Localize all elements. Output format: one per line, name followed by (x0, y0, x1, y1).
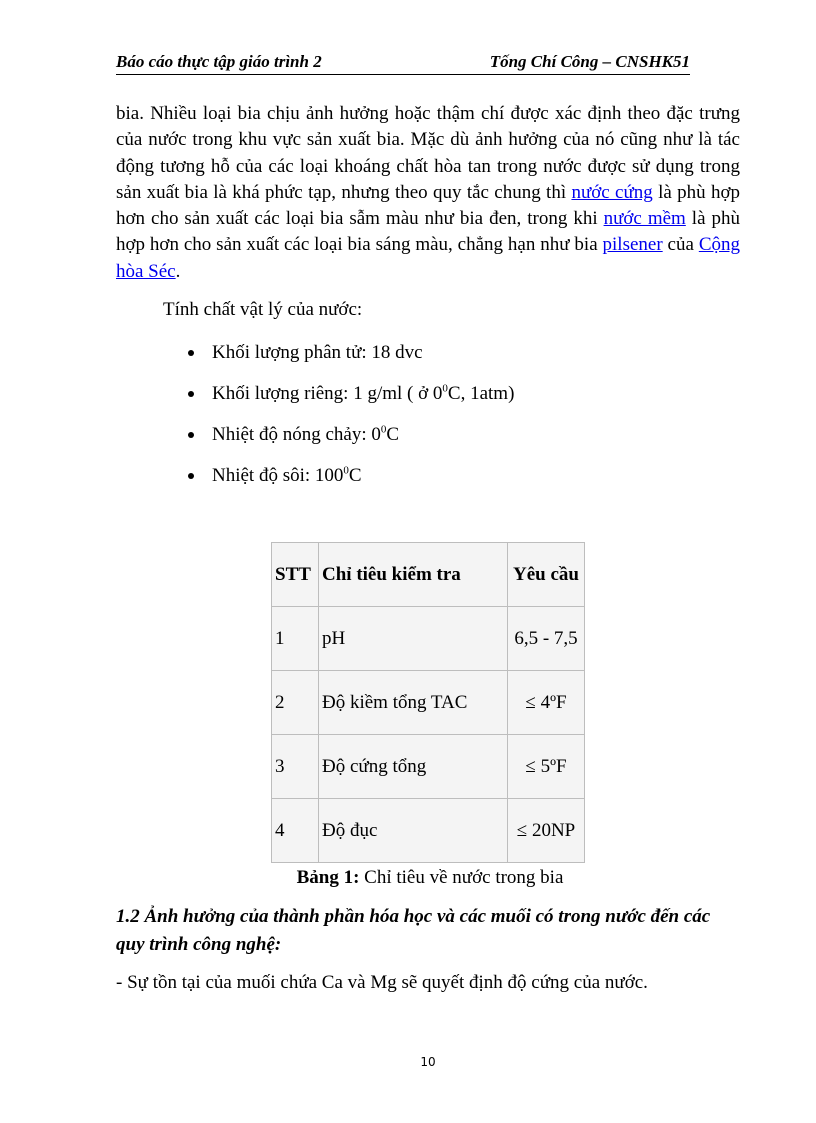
cell-criteria: Độ cứng tổng (319, 735, 508, 799)
header-report-title: Báo cáo thực tập giáo trình 2 (116, 52, 322, 71)
superscript: 0 (442, 382, 448, 395)
table-row (272, 671, 585, 735)
paragraph-text: . (175, 260, 181, 282)
cell-stt: 1 (272, 607, 319, 671)
cell-requirement: ≤ 20NP (508, 799, 585, 863)
page-number: 10 (420, 1055, 436, 1069)
link-cong-hoa-sec[interactable]: Cộng hòa Séc (116, 234, 740, 282)
property-text: Nhiệt độ sôi: 100 (212, 465, 344, 486)
cell-requirement: ≤ 5ºF (508, 735, 585, 799)
caption-label: Bảng 1: (296, 867, 360, 888)
cell-criteria: pH (319, 607, 508, 671)
list-item (188, 381, 514, 422)
body-paragraph (116, 101, 740, 285)
link-pilsener[interactable]: pilsener (602, 234, 663, 256)
property-text: C (386, 424, 400, 445)
bullet-icon (188, 432, 194, 438)
water-spec-table (271, 542, 585, 863)
bullet-icon (188, 350, 194, 356)
list-item (188, 463, 514, 504)
list-item (188, 340, 514, 381)
bullet-icon (188, 391, 194, 397)
header-criteria: Chỉ tiêu kiểm tra (319, 543, 508, 607)
cell-requirement: 6,5 - 7,5 (508, 607, 585, 671)
table-row (272, 799, 585, 863)
header-stt: STT (272, 543, 319, 607)
property-text: Khối lượng riêng: 1 g/ml ( ở 0 (212, 383, 443, 404)
section-heading: 1.2 Ảnh hưởng của thành phần hóa học và các muối có trong nước đến các quy trình công nghệ: (116, 906, 711, 955)
cell-stt: 2 (272, 671, 319, 735)
properties-title: Tính chất vật lý của nước: (163, 299, 363, 320)
cell-stt: 3 (272, 735, 319, 799)
property-text: C (348, 465, 362, 486)
cell-stt: 4 (272, 799, 319, 863)
superscript: 0 (343, 464, 349, 477)
list-item (188, 422, 514, 463)
table-row (272, 735, 585, 799)
cell-requirement: ≤ 4ºF (508, 671, 585, 735)
page-header (116, 52, 690, 75)
property-text: Nhiệt độ nóng chảy: 0 (212, 424, 381, 445)
paragraph-text: của (662, 234, 699, 256)
table-header-row (272, 543, 585, 607)
body-note: - Sự tồn tại của muối chứa Ca và Mg sẽ quyết định độ cứng của nước. (116, 972, 648, 993)
paragraph-text: là phù hợp hơn cho sản xuất các loại bia sẫm màu như bia đen, trong khi (116, 181, 741, 230)
property-text: C, 1atm) (447, 383, 515, 404)
paragraph-text: là phù hợp hơn cho sản xuất các loại bia sáng màu, chẳng hạn như bia (116, 208, 740, 256)
bullet-icon (188, 473, 194, 479)
table-row (272, 607, 585, 671)
header-author: Tống Chí Công – CNSHK51 (489, 52, 690, 71)
cell-criteria: Độ đục (319, 799, 508, 863)
link-nuoc-mem[interactable]: nước mềm (603, 208, 686, 230)
paragraph-text: bia. Nhiều loại bia chịu ảnh hưởng hoặc thậm chí được xác định theo đặc trưng của nước trong khu vực sản xuất bia. Mặc dù ảnh hưởng của nó cũng như là tác động tương hỗ của các loại khoáng chất hòa tan trong nước được sử dụng trong sản xuất bia là khá phức tạp, nhưng theo quy tắc chung thì (116, 103, 740, 203)
header-requirement: Yêu cầu (508, 543, 585, 607)
table-caption (0, 867, 816, 889)
cell-criteria: Độ kiềm tổng TAC (319, 671, 508, 735)
superscript: 0 (380, 423, 387, 436)
properties-list (188, 340, 514, 504)
link-nuoc-cung[interactable]: nước cứng (571, 181, 653, 203)
property-text: Khối lượng phân tử: 18 dvc (212, 342, 423, 363)
caption-text: Chỉ tiêu về nước trong bia (359, 867, 564, 888)
